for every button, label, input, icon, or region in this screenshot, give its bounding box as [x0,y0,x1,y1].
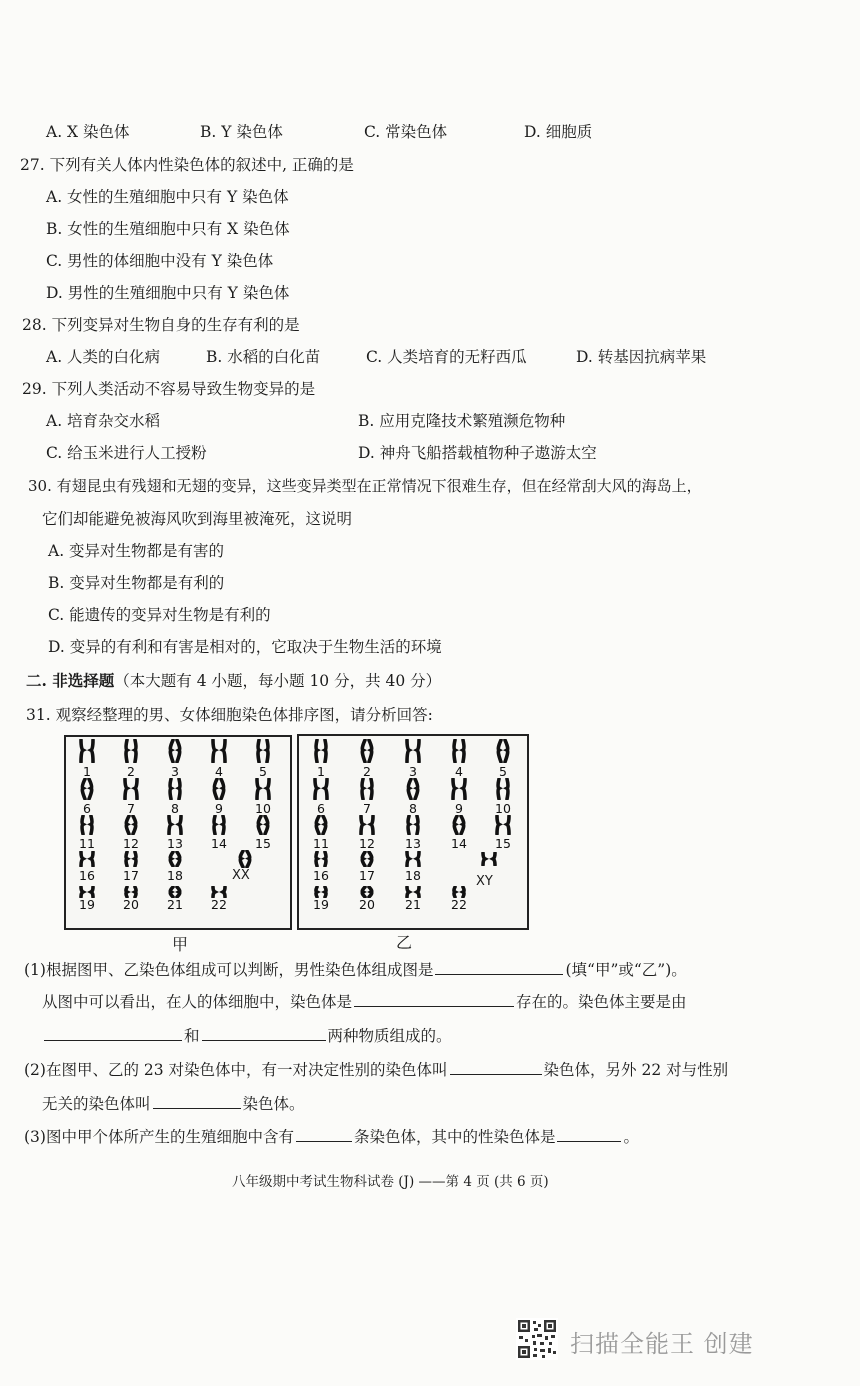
chromosome-number-female-22: 22 [211,897,227,912]
watermark-text: 扫描全能王 创建 [570,1330,754,1358]
q31-part2-line1 [24,1058,728,1080]
q28-options [0,345,800,369]
chromosome-number-female-20: 20 [123,897,139,912]
q31-part2-text-d: 染色体。 [242,1095,305,1113]
chromosome-number-male-17: 17 [359,868,375,883]
q26-option-b: B. Y 染色体 [200,123,283,141]
chromosome-number-female-7: 7 [127,801,135,816]
page-footer: 八年级期中考试生物科试卷 (J) ——第 4 页 (共 6 页) [232,1174,549,1190]
q28-option-c: C. 人类培育的无籽西瓜 [366,348,527,366]
chromosome-number-male-9: 9 [455,801,463,816]
answer-blank-male-figure[interactable] [435,958,563,975]
chromosome-number-female-4: 4 [215,764,223,779]
q30-option-b: B. 变异对生物都是有利的 [48,574,225,592]
q31-part1-text-e: 和 [184,1027,200,1045]
chromosome-number-male-3: 3 [409,764,417,779]
chromosome-number-male-15: 15 [495,836,511,851]
answer-blank-substance-1[interactable] [44,1024,182,1041]
chromosome-number-female-6: 6 [83,801,91,816]
q30-option-d: D. 变异的有利和有害是相对的，它取决于生物生活的环境 [48,638,442,656]
chromosome-number-female-12: 12 [123,836,139,851]
chromosome-pair-female-3 [164,739,186,767]
figure-caption-yi: 乙 [396,933,413,952]
q31-part2-text-b: 染色体，另外 22 对与性别 [543,1061,729,1079]
q31-part3-text-a: (3)图中甲个体所产生的生殖细胞中含有 [24,1128,294,1146]
chromosome-number-male-5: 5 [499,764,507,779]
q31-part2-line2 [42,1092,305,1114]
chromosome-number-female-17: 17 [123,868,139,883]
q31-part2-text-c: 无关的染色体叫 [42,1095,151,1113]
answer-blank-substance-2[interactable] [202,1024,326,1041]
q27-option-c: C. 男性的体细胞中没有 Y 染色体 [46,252,274,270]
answer-blank-chromosome-existence[interactable] [354,990,514,1007]
section2-title: 二. 非选择题 [26,671,115,690]
q31-part1-text-d: 存在的。染色体主要是由 [516,993,687,1011]
chromosome-pair-female-5 [252,739,274,767]
figure-caption-jia: 甲 [172,935,189,954]
chromosome-number-male-12: 12 [359,836,375,851]
q31-part1-text-f: 两种物质组成的。 [327,1027,452,1045]
section2-heading [26,669,441,691]
chromosome-number-male-20: 20 [359,897,375,912]
q28-stem: 28. 下列变异对生物自身的生存有利的是 [22,316,300,334]
answer-blank-autosome[interactable] [153,1092,241,1109]
chromosome-number-male-7: 7 [363,801,371,816]
q31-part1-text-a: (1)根据图甲、乙染色体组成可以判断，男性染色体组成图是 [24,961,434,979]
chromosome-number-male-2: 2 [363,764,371,779]
q26-option-d: D. 细胞质 [524,123,593,141]
q31-part3-text-c: 。 [623,1128,639,1146]
q29-option-b: B. 应用克隆技术繁殖濒危物种 [358,412,566,430]
q29-option-d: D. 神舟飞船搭载植物种子遨游太空 [358,444,597,462]
chromosome-pair-female-4 [208,739,230,767]
chromosome-pair-male-5 [492,739,514,767]
chromosome-number-male-16: 16 [313,868,329,883]
q27-option-b: B. 女性的生殖细胞中只有 X 染色体 [46,220,290,238]
q31-part1-line2 [42,990,687,1012]
q27-stem: 27. 下列有关人体内性染色体的叙述中, 正确的是 [20,156,354,174]
q30-option-c: C. 能遗传的变异对生物是有利的 [48,606,271,624]
chromosome-pair-male-3 [402,739,424,767]
q29-options-row2 [0,441,800,465]
chromosome-number-female-19: 19 [79,897,95,912]
chromosome-number-female-14: 14 [211,836,227,851]
chromosome-pair-female-1 [76,739,98,767]
watermark [516,1318,776,1362]
chromosome-number-male-8: 8 [409,801,417,816]
chromosome-pair-male-1 [310,739,332,767]
q27-option-a: A. 女性的生殖细胞中只有 Y 染色体 [46,188,289,206]
q28-option-a: A. 人类的白化病 [46,348,161,366]
q31-part3-line [24,1125,639,1147]
chromosome-number-female-21: 21 [167,897,183,912]
chromosome-number-female-5: 5 [259,764,267,779]
sex-chromosome-pair-male [478,852,500,870]
chromosome-number-male-6: 6 [317,801,325,816]
chromosome-number-male-22: 22 [451,897,467,912]
q26-options [0,120,800,144]
chromosome-number-female-9: 9 [215,801,223,816]
q31-part2-text-a: (2)在图甲、乙的 23 对染色体中，有一对决定性别的染色体叫 [24,1061,448,1079]
chromosome-number-female-11: 11 [79,836,95,851]
chromosome-pair-male-4 [448,739,470,767]
chromosome-number-male-10: 10 [495,801,511,816]
q31-part1-text-c: 从图中可以看出，在人的体细胞中，染色体是 [42,993,353,1011]
chromosome-number-male-13: 13 [405,836,421,851]
chromosome-number-male-19: 19 [313,897,329,912]
chromosome-pair-male-2 [356,739,378,767]
q29-option-c: C. 给玉米进行人工授粉 [46,444,207,462]
q31-part1-text-b: (填“甲”或“乙”)。 [565,961,687,979]
chromosome-number-male-11: 11 [313,836,329,851]
chromosome-number-female-16: 16 [79,868,95,883]
q28-option-d: D. 转基因抗病苹果 [576,348,707,366]
q31-part1-line1 [24,958,687,980]
qr-code-icon [516,1318,558,1360]
male-sex-label: XY [476,874,493,889]
female-sex-label: XX [232,868,250,883]
q29-options-row1 [0,409,800,433]
q27-option-d: D. 男性的生殖细胞中只有 Y 染色体 [46,284,290,302]
q26-option-a: A. X 染色体 [46,123,130,141]
q31-part1-line3 [42,1024,452,1046]
chromosome-number-female-10: 10 [255,801,271,816]
chromosome-number-male-21: 21 [405,897,421,912]
chromosome-number-female-13: 13 [167,836,183,851]
chromosome-number-female-2: 2 [127,764,135,779]
q26-option-c: C. 常染色体 [364,123,448,141]
chromosome-number-female-8: 8 [171,801,179,816]
chromosome-number-female-15: 15 [255,836,271,851]
q30-stem-line1: 30. 有翅昆虫有残翅和无翅的变异，这些变异类型在正常情况下很难生存，但在经常刮大风的海岛上， [28,477,702,495]
q31-stem: 31. 观察经整理的男、女体细胞染色体排序图，请分析回答: [26,706,433,724]
section2-note: （本大题有 4 小题，每小题 10 分，共 40 分） [114,672,442,690]
q30-stem-line2: 它们却能避免被海风吹到海里被淹死，这说明 [42,510,353,528]
chromosome-number-male-14: 14 [451,836,467,851]
chromosome-number-male-1: 1 [317,764,325,779]
answer-blank-gamete-sex-chromosome[interactable] [557,1125,621,1142]
q28-option-b: B. 水稻的白化苗 [206,348,321,366]
q31-part3-text-b: 条染色体，其中的性染色体是 [353,1128,556,1146]
answer-blank-sex-chromosome[interactable] [450,1058,542,1075]
q29-option-a: A. 培育杂交水稻 [46,412,161,430]
chromosome-number-male-4: 4 [455,764,463,779]
chromosome-pair-female-2 [120,739,142,767]
answer-blank-chromosome-count[interactable] [296,1125,352,1142]
chromosome-number-female-18: 18 [167,868,183,883]
q29-stem: 29. 下列人类活动不容易导致生物变异的是 [22,380,316,398]
chromosome-number-female-1: 1 [83,764,91,779]
q30-option-a: A. 变异对生物都是有害的 [48,542,225,560]
chromosome-number-male-18: 18 [405,868,421,883]
chromosome-number-female-3: 3 [171,764,179,779]
